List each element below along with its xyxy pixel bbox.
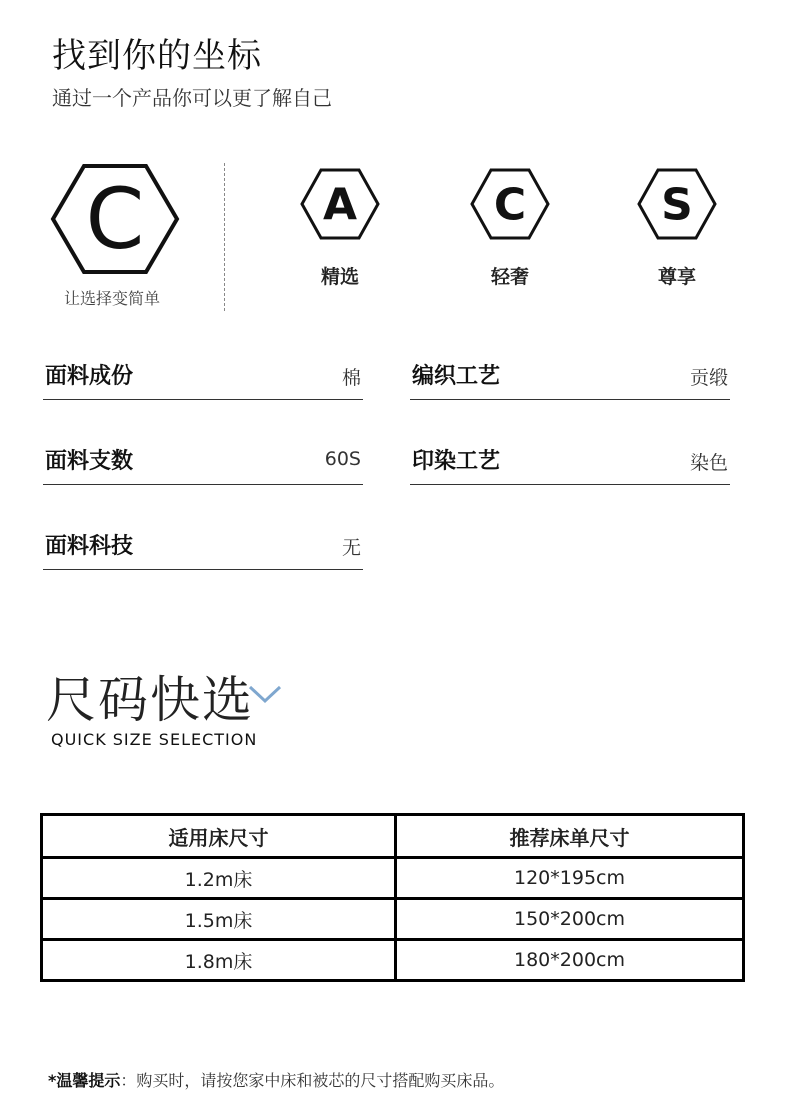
spec-value: 贡缎 [689,367,728,389]
grade-main-hexagon-icon [50,163,180,275]
table-cell: 180*200cm [396,940,744,981]
chevron-down-icon [248,684,282,704]
spec-value: 无 [341,537,361,559]
grade-option-s [637,168,717,289]
spec-fabric-tech [43,517,363,570]
table-header-bed-size: 适用床尺寸 [42,815,396,858]
page-title: 找到你的坐标 [52,36,262,76]
spec-thread-count [43,432,363,485]
size-section-subtitle: QUICK SIZE SELECTION [51,730,258,749]
grade-option-a [300,168,380,289]
spec-label: 面料科技 [45,534,134,559]
spec-fabric-composition [43,347,363,400]
hexagon-a-icon [300,168,380,240]
table-header-row [42,815,744,858]
spec-label: 印染工艺 [412,449,501,474]
spec-dyeing [410,432,730,485]
spec-label: 面料成份 [45,364,134,389]
page-subtitle: 通过一个产品你可以更了解自己 [52,86,332,110]
spec-value: 60S [324,448,361,470]
grade-letter: C [493,179,527,231]
hexagon-s-icon [637,168,717,240]
footnote-prefix: *温馨提示 [48,1071,121,1090]
table-cell: 120*195cm [396,858,744,899]
footnote-text: ：购买时，请按您家中床和被芯的尺寸搭配购买床品。 [120,1071,505,1090]
size-table [40,813,745,982]
footnote [48,1068,504,1091]
spec-label: 编织工艺 [412,364,501,389]
grade-letter: A [322,179,358,231]
vertical-divider [224,163,225,311]
table-row [42,940,744,981]
spec-label: 面料支数 [45,449,134,474]
spec-value: 染色 [689,452,728,474]
table-row [42,899,744,940]
table-cell: 1.8m床 [42,940,396,981]
spec-weaving [410,347,730,400]
spec-value: 棉 [341,367,361,389]
table-cell: 1.2m床 [42,858,396,899]
grade-option-c [470,168,550,289]
grade-main-caption: 让选择变简单 [64,289,161,308]
hexagon-c-icon [470,168,550,240]
size-section-title: 尺码快选 [46,671,254,729]
grade-main-letter: C [85,170,145,268]
table-cell: 150*200cm [396,899,744,940]
table-row [42,858,744,899]
table-header-sheet-size: 推荐床单尺寸 [396,815,744,858]
grade-letter: S [661,179,693,231]
table-cell: 1.5m床 [42,899,396,940]
grade-label: 精选 [320,266,359,288]
grade-label: 尊享 [657,266,696,288]
grade-label: 轻奢 [490,266,529,288]
